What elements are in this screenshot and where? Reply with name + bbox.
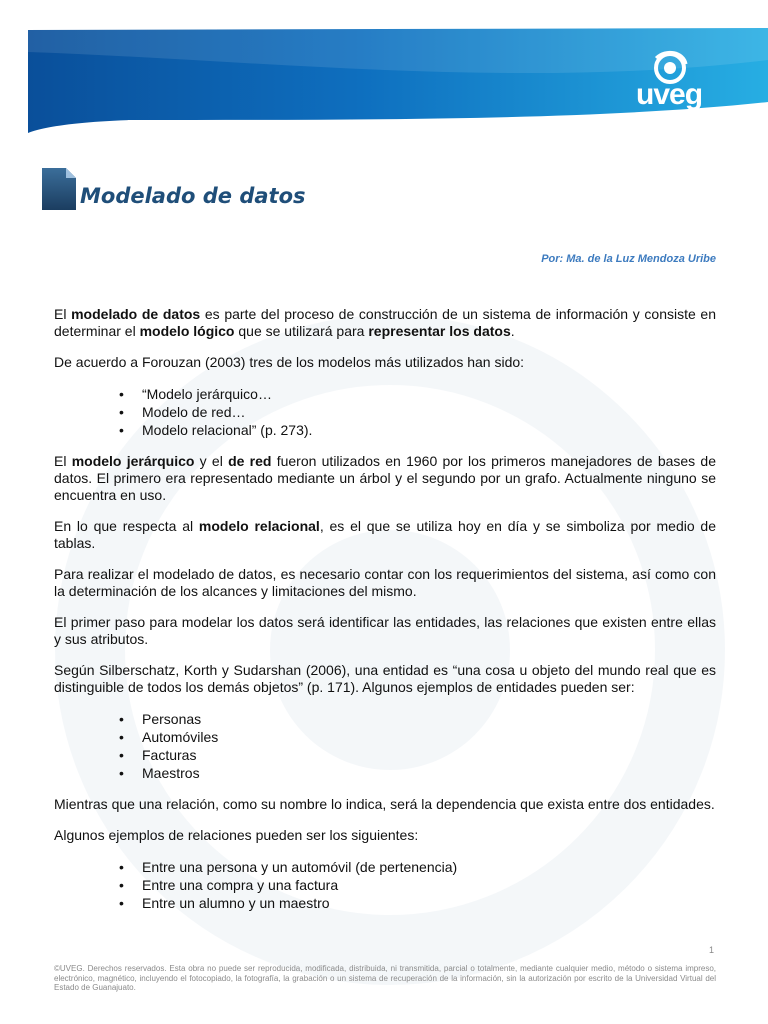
paragraph-relation-examples: Algunos ejemplos de relaciones pueden ser los siguientes: <box>54 827 419 843</box>
list-item: • Maestros <box>142 764 716 782</box>
text-run: El <box>54 306 72 322</box>
paragraph-requirements: Para realizar el modelado de datos, es necesario contar con los requerimientos del sistema, así como con la determinación de los alcances y limitaciones del mismo. <box>54 566 716 599</box>
bold-term: representar los datos <box>368 323 511 339</box>
bold-term: modelado de datos <box>71 306 201 322</box>
paragraph-entity-definition: Según Silberschatz, Korth y Sudarshan (2006), una entidad es “una cosa u objeto del mundo real que es distinguible de todos los demás objetos” (p. 171). Algunos ejemplos de entidades pueden ser: <box>54 662 716 695</box>
text-run: . <box>510 323 515 339</box>
paragraph-hierarchical <box>54 453 716 504</box>
bold-term: de red <box>228 453 272 469</box>
paragraph-relation-definition: Mientras que una relación, como su nombre lo indica, será la dependencia que exista entre dos entidades. <box>54 796 715 812</box>
models-list <box>54 385 716 439</box>
bold-term: modelo lógico <box>139 323 235 339</box>
list-item: • Modelo de red… <box>142 403 716 421</box>
text-run: y el <box>194 453 229 469</box>
list-item: • Facturas <box>142 746 716 764</box>
paragraph-first-step: El primer paso para modelar los datos será identificar las entidades, las relaciones que existen entre ellas y sus atributos. <box>54 614 716 647</box>
paragraph-forouzan: De acuerdo a Forouzan (2003) tres de los modelos más utilizados han sido: <box>54 354 525 370</box>
list-item: • Entre una compra y una factura <box>142 876 716 894</box>
text-run: que se utilizará para <box>234 323 369 339</box>
author-line: Por: Ma. de la Luz Mendoza Uribe <box>541 253 716 265</box>
text-run: es parte del proceso de construcción de un sistema de información y consiste en determinar el <box>54 306 716 339</box>
text-run: fueron utilizados en 1960 por los primeros manejadores de bases de datos. El primero era representado mediante un árbol y el segundo por un grafo. Actualmente ninguno se encuentra en uso. <box>54 453 716 503</box>
text-run: El <box>54 453 72 469</box>
list-item: • Entre una persona y un automóvil (de pertenencia) <box>142 858 716 876</box>
copyright-notice: ©UVEG. Derechos reservados. Esta obra no puede ser reproducida, modificada, distribuida, ni transmitida, parcial o totalmente, mediante cualquier medio, método o sistema impreso, electrónico, magnético, incluyendo el fotocopiado, la fotografía, la grabación o un sistema de recuperación de la información, sin la autorización por escrito de la Universidad Virtual del Estado de Guanajuato. <box>54 964 716 992</box>
list-item: • Automóviles <box>142 728 716 746</box>
entities-list <box>54 710 716 782</box>
list-item: • “Modelo jerárquico… <box>142 385 716 403</box>
text-run: En lo que respecta al <box>54 518 199 534</box>
list-item: • Personas <box>142 710 716 728</box>
bold-term: modelo jerárquico <box>71 453 195 469</box>
relations-list <box>54 858 716 912</box>
document-body <box>54 306 716 926</box>
logo-wordmark: uveg <box>636 78 703 111</box>
text-run: , es el que se utiliza hoy en día y se simboliza por medio de tablas. <box>54 518 716 551</box>
bold-term: modelo relacional <box>198 518 320 534</box>
paragraph-intro <box>54 306 716 340</box>
page-number: 1 <box>708 945 714 955</box>
list-item: • Modelo relacional” (p. 273). <box>142 421 716 439</box>
paragraph-relational <box>54 518 716 552</box>
list-item: • Entre un alumno y un maestro <box>142 894 716 912</box>
document-icon <box>42 168 76 210</box>
page-title: Modelado de datos <box>80 184 306 208</box>
